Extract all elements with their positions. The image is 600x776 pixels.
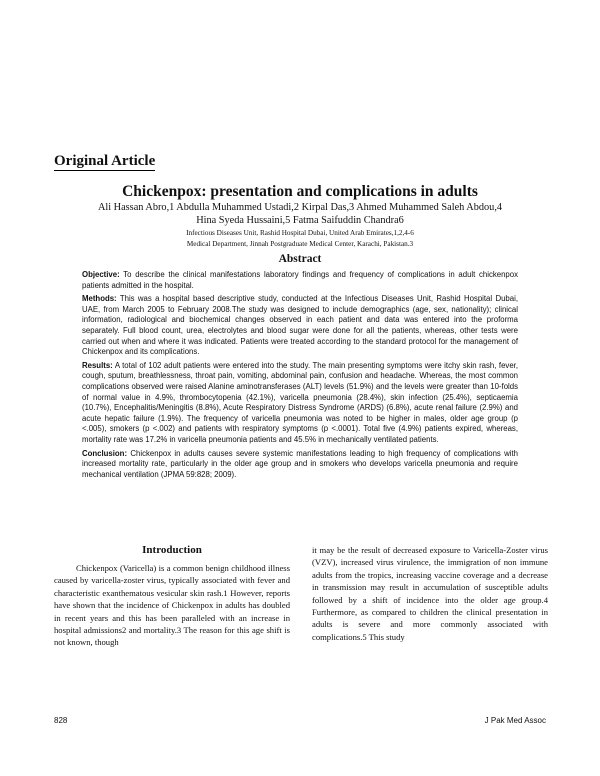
results-text: A total of 102 adult patients were entered into the study. The main presenting symptoms were itchy skin rash, fever, cough, sputum, breathlessness, throat pain, vomiting, abdominal pain, confusion and headache. Whereas, the most common complications observed were raised Alanine aminotransferases (ALT) levels (51.9%) and the levels were greater than 10-folds of normal value in 4.9%, thrombocytopenia (42.1%), varicella pneumonia (28.4%), skin infection (25.4%), septicaemia (10.7%), Encephalitis/Meningitis (8.8%), Acute Respiratory Distress Syndrome (ARDS) (6.8%), acute renal failure (2.9%) and acute hepatic failure (1.9%). The frequency of varicella pneumonia was noted to be higher in males, older age group (p <.005), smokers (p <.002) and patients with respiratory symptoms (p <.0001). Total five (4.9%) patients expired, whereas, mortality rate was 17.2% in varicella pneumonia patients and 45.5% in mechanically ventilated patients. xyxy=(82,360,518,444)
conclusion-text: Chickenpox in adults causes severe systemic manifestations leading to high frequency of complications with increased mortality rate, particularly in the older age group and in smokers who develops varicella pneumonia and require mechanical ventilation (JPMA 59:828; 2009). xyxy=(82,448,518,479)
methods-text: This was a hospital based descriptive study, conducted at the Infectious Diseases Unit, Rashid Hospital Dubai, UAE, from March 2005 to February 2008.The study was designed to include demographics (age, sex, nationality); clinical information, radiological and biochemical changes observed in each patient and data was entered into the proforma separately. Full blood count, urea, electrolytes and blood sugar were done for all the patients, whereas, other tests were carried out when and where it was indicated. Patients were treated according to the standard protocol for the management of Chickenpox and its complications. xyxy=(82,294,518,357)
authors-line-2: Hina Syeda Hussaini,5 Fatma Saifuddin Chandra6 xyxy=(196,215,404,226)
abstract-results xyxy=(82,361,518,446)
abstract-heading: Abstract xyxy=(278,253,322,265)
introduction-left-column: Chickenpox (Varicella) is a common benign childhood illness caused by varicella-zoster virus, typically associated with fever and characteristic exanthematous vesicular skin rash.1 However, reports have shown that the incidence of Chickenpox in adults has doubled in recent years and this has been paralleled with an increase in hospital admissions2 and mortality.3 The reason for this age shift is not known, though xyxy=(54,563,290,648)
abstract-body xyxy=(82,270,518,483)
objective-label: Objective: xyxy=(82,270,120,279)
section-label: Original Article xyxy=(54,153,156,169)
author-list xyxy=(60,201,540,227)
objective-text: To describe the clinical manifestations laboratory findings and frequency of complications in adult chickenpox patients admitted in the hospital. xyxy=(82,270,519,290)
page-number: 828 xyxy=(54,716,68,725)
introduction-right-column: it may be the result of decreased exposure to Varicella-Zoster virus (VZV), increased virus virulence, the immigration of non immune adults from the tropics, increasing vaccine coverage and a decrease in transmission may result in accumulation of susceptible adults followed by a shift of incidence into the older age group.4 Furthermore, as compared to children the clinical presentation in adults is severe and more commonly associated with complications.5 This study xyxy=(312,545,548,642)
abstract-objective xyxy=(82,270,518,291)
abstract-methods xyxy=(82,294,518,358)
affiliation-2: Medical Department, Jinnah Postgraduate Medical Center, Karachi, Pakistan.3 xyxy=(186,240,414,248)
methods-label: Methods: xyxy=(82,294,117,304)
article-title: Chickenpox: presentation and complications in adults xyxy=(122,183,478,200)
affiliation-1: Infectious Diseases Unit, Rashid Hospital Dubai, United Arab Emirates,1,2,4-6 xyxy=(186,229,414,237)
journal-name: J Pak Med Assoc xyxy=(484,716,546,725)
abstract-conclusion xyxy=(82,449,518,481)
results-label: Results: xyxy=(82,360,113,370)
authors-line-1: Ali Hassan Abro,1 Abdulla Muhammed Ustadi,2 Kirpal Das,3 Ahmed Muhammed Saleh Abdou,4 xyxy=(97,202,503,213)
conclusion-label: Conclusion: xyxy=(82,448,128,458)
introduction-heading: Introduction xyxy=(142,544,202,556)
